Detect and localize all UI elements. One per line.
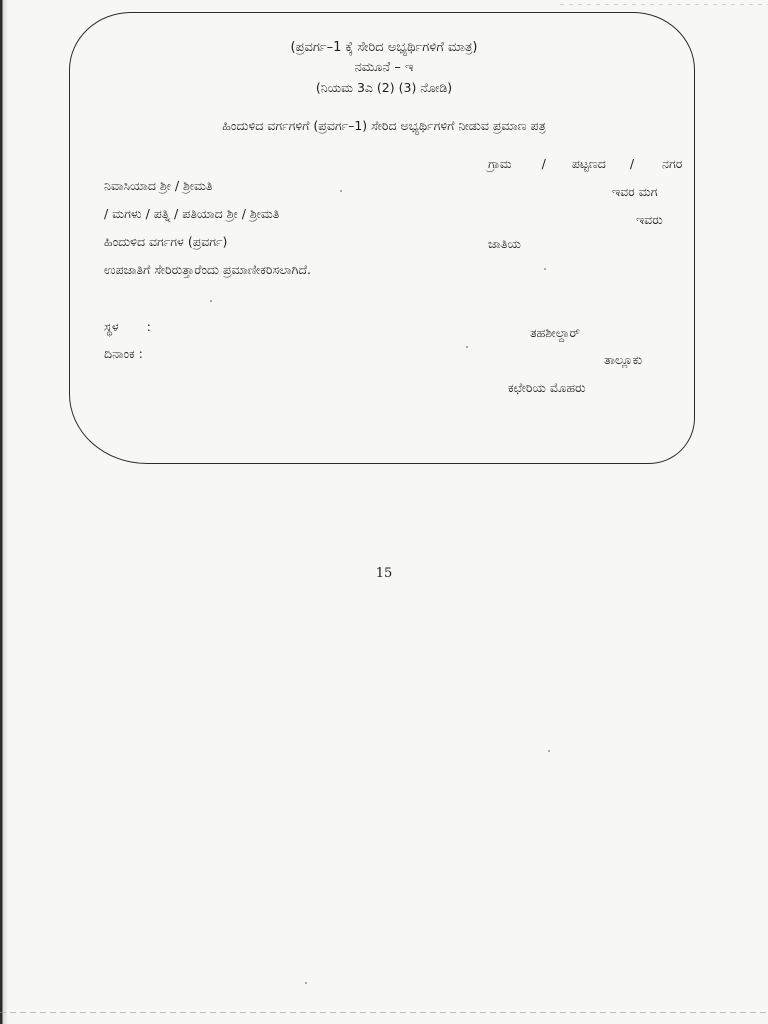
scan-speck: [305, 982, 307, 984]
city-label: ನಗರ: [662, 156, 683, 171]
separator-slash: /: [541, 156, 546, 171]
village-town-city-row: [488, 156, 682, 172]
form-header-rule-reference: (ನಿಯಮ 3ಎ (2) (3) ನೋಡಿ): [315, 80, 453, 95]
scan-top-artifact: [560, 4, 768, 5]
subcaste-certification-text: ಉಪಜಾತಿಗೆ ಸೇರಿರುತ್ತಾರೆಂದು ಪ್ರಮಾಣೀಕರಿಸಲಾಗಿದೆ.: [104, 262, 312, 277]
place-colon: :: [146, 319, 151, 334]
daughter-wife-of-label: / ಮಗಳು / ಪತ್ನಿ / ಪತಿಯಾದ ಶ್ರೀ / ಶ್ರೀಮತಿ: [104, 206, 280, 221]
they-label: ಇವರು: [636, 212, 663, 227]
taluk-label: ತಾಲ್ಲೂಕು: [604, 352, 643, 367]
form-header-form-name: ನಮೂನೆ – ಇ: [354, 60, 414, 75]
scan-speck: [210, 300, 212, 302]
scan-bottom-artifact: [0, 1012, 768, 1013]
certificate-title: ಹಿಂದುಳಿದ ವರ್ಗಗಳಿಗೆ (ಪ್ರವರ್ಗ–1) ಸೇರಿದ ಅಭ್ಯರ್ಥಿಗಳಿಗೆ ನೀಡುವ ಪ್ರಮಾಣ ಪತ್ರ: [222, 118, 546, 133]
scan-speck: [340, 190, 342, 192]
place-label: ಸ್ಥಳ: [104, 319, 119, 334]
office-seal-label: ಕಛೇರಿಯ ಮೊಹರು: [508, 380, 586, 395]
backward-classes-label: ಹಿಂದುಳಿದ ವರ್ಗಗಳ (ಪ್ರವರ್ಗ): [104, 234, 228, 249]
son-of-label: ಇವರ ಮಗ: [612, 184, 658, 199]
village-label: ಗ್ರಾಮ: [488, 156, 512, 171]
page-number: 15: [375, 566, 393, 581]
place-field: [104, 319, 151, 335]
scan-left-edge: [0, 0, 8, 1024]
caste-label: ಜಾತಿಯ: [488, 236, 521, 251]
scan-speck: [548, 750, 550, 752]
town-label: ಪಟ್ಟಣದ: [571, 156, 606, 171]
separator-slash: /: [629, 156, 635, 171]
form-header-category: (ಪ್ರವರ್ಗ–1 ಕ್ಕೆ ಸೇರಿದ ಅಭ್ಯರ್ಥಿಗಳಿಗೆ ಮಾತ್ರ): [290, 40, 478, 55]
scan-speck: [544, 268, 546, 270]
tahsildar-label: ತಹಶೀಲ್ದಾರ್: [530, 325, 581, 340]
date-label: ದಿನಾಂಕ :: [104, 346, 143, 361]
scan-speck: [466, 346, 468, 348]
resident-of-label: ನಿವಾಸಿಯಾದ ಶ್ರೀ / ಶ್ರೀಮತಿ: [104, 178, 213, 193]
